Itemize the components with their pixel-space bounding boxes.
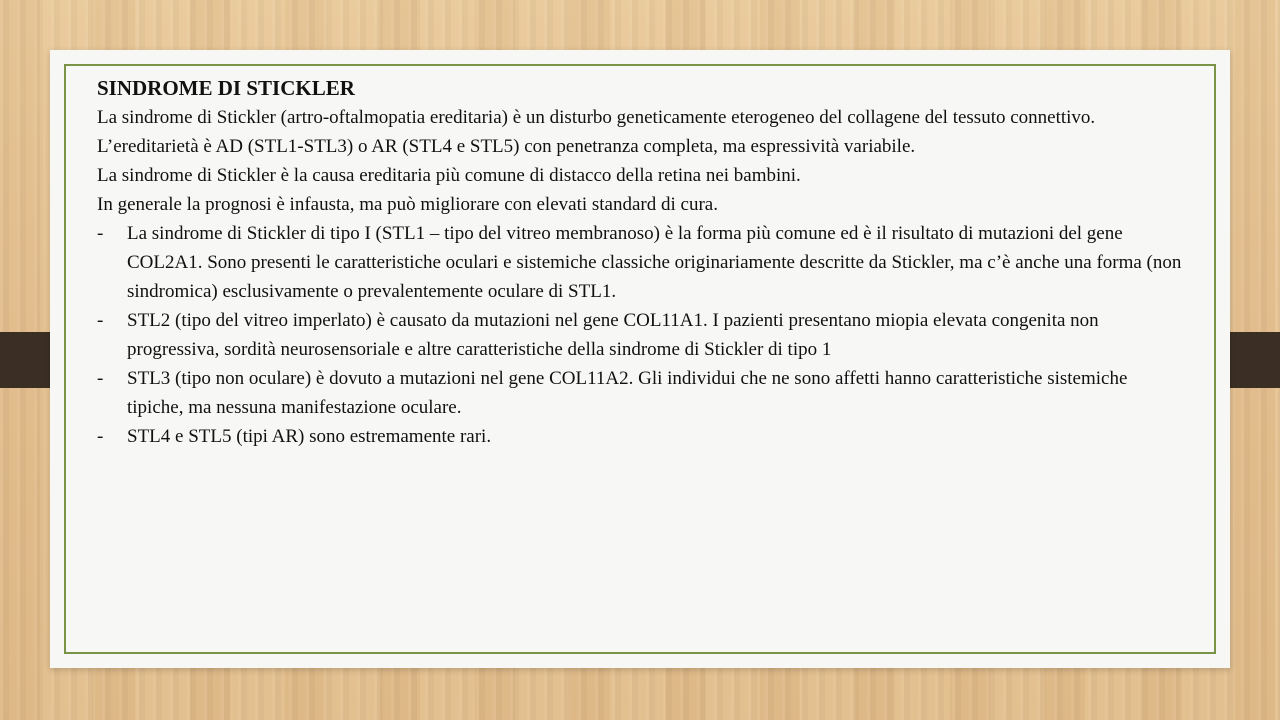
- bullet-text: STL4 e STL5 (tipi AR) sono estremamente rari.: [127, 426, 492, 447]
- bullet-marker: -: [97, 223, 104, 244]
- bullet-text: STL3 (tipo non oculare) è dovuto a mutazioni nel gene COL11A2. Gli individui che ne sono affetti hanno caratteristiche sistemiche tipiche, ma nessuna manifestazione oculare.: [127, 368, 1128, 418]
- intro-paragraph: La sindrome di Stickler (artro-oftalmopatia ereditaria) è un disturbo geneticamente eterogeneo del collagene del tessuto connettivo.: [97, 107, 1096, 128]
- list-item: [97, 219, 1182, 306]
- retina-paragraph: La sindrome di Stickler è la causa ereditaria più comune di distacco della retina nei bambini.: [97, 165, 801, 186]
- bullet-marker: -: [97, 426, 104, 447]
- list-item: [97, 306, 1182, 364]
- slide: [50, 50, 1230, 668]
- inheritance-paragraph: L’ereditarietà è AD (STL1-STL3) o AR (STL4 e STL5) con penetranza completa, ma espressività variabile.: [97, 136, 916, 157]
- slide-content: [97, 74, 1182, 451]
- bullet-text: La sindrome di Stickler di tipo I (STL1 – tipo del vitreo membranoso) è la forma più comune ed è il risultato di mutazioni del gene COL2A1. Sono presenti le caratteristiche oculari e sistemiche classiche originariamente descritte da Stickler, ma c’è anche una forma (non sindromica) esclusivamente o prevalentemente oculare di STL1.: [127, 223, 1182, 302]
- bullet-marker: -: [97, 310, 104, 331]
- bullet-text: STL2 (tipo del vitreo imperlato) è causato da mutazioni nel gene COL11A1. I pazienti presentano miopia elevata congenita non progressiva, sordità neurosensoriale e altre caratteristiche della sindrome di Stickler di tipo 1: [127, 310, 1099, 360]
- bullet-list: [97, 219, 1182, 451]
- prognosis-paragraph: In generale la prognosi è infausta, ma può migliorare con elevati standard di cura.: [97, 194, 718, 215]
- bullet-marker: -: [97, 368, 104, 389]
- slide-title: SINDROME DI STICKLER: [97, 76, 355, 100]
- list-item: [97, 364, 1182, 422]
- list-item: [97, 422, 1182, 451]
